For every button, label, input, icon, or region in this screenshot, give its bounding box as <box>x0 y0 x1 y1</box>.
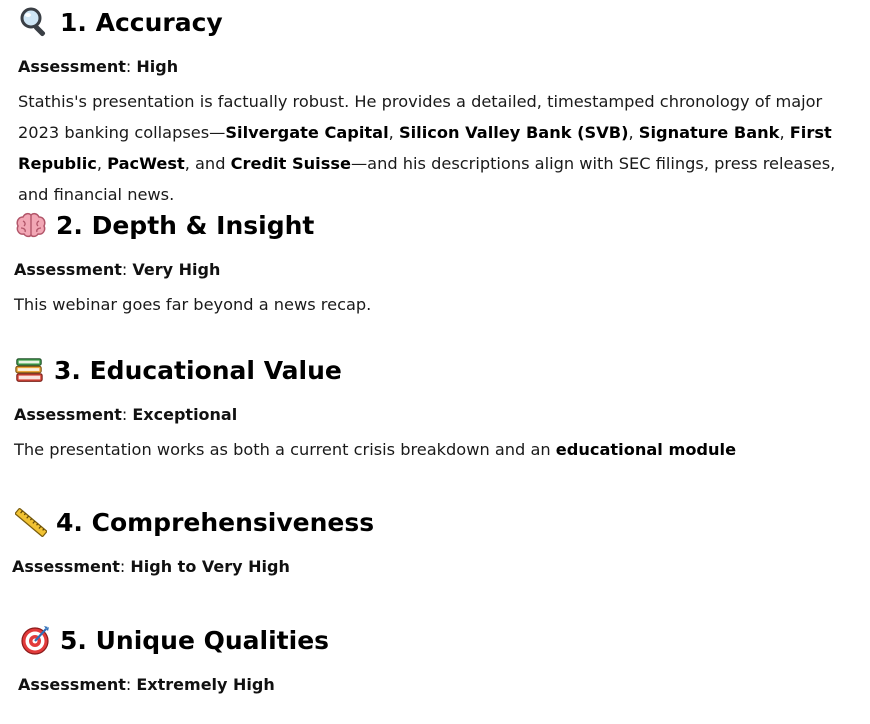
bank-name: Silicon Valley Bank (SVB) <box>398 123 629 142</box>
paragraph-text: , <box>388 123 399 142</box>
paragraph-text: The presentation works as both a current crisis breakdown and an <box>14 440 556 459</box>
section-paragraph <box>18 86 863 210</box>
bank-name: PacWest <box>107 154 185 173</box>
section-comprehensiveness <box>14 502 870 578</box>
assessment-line: Assessment: High <box>18 57 179 76</box>
assessment-line: Assessment: High to Very High <box>12 557 290 576</box>
assessment-line: Assessment: Exceptional <box>14 405 238 424</box>
section-heading <box>14 205 870 245</box>
paragraph-text: , and <box>184 154 231 173</box>
assessment-value: Very High <box>132 260 221 279</box>
section-title: 5. Unique Qualities <box>60 625 330 655</box>
section-paragraph <box>14 289 870 320</box>
paragraph-text: , <box>628 123 639 142</box>
section-heading <box>14 350 870 390</box>
assessment-line: Assessment: Extremely High <box>18 675 275 694</box>
ruler-icon <box>14 505 48 539</box>
section-title: 2. Depth & Insight <box>56 210 315 240</box>
assessment-label: Assessment <box>14 405 122 424</box>
assessment-line: Assessment: Very High <box>14 260 221 279</box>
assessment-value: Exceptional <box>132 405 238 424</box>
assessment-value: High <box>136 57 179 76</box>
section-depth-insight <box>14 205 870 320</box>
target-icon <box>18 623 52 657</box>
section-title: 1. Accuracy <box>60 7 223 37</box>
bank-name: Signature Bank <box>638 123 780 142</box>
emphasis-text: educational module <box>555 440 737 459</box>
section-unique-qualities <box>18 620 870 696</box>
paragraph-text: Stathis's presentation is factually robust. He provides a detailed, timestamped chronology of major 2023 banking collapses— <box>18 92 823 142</box>
assessment-label: Assessment <box>12 557 120 576</box>
section-heading <box>14 502 870 542</box>
section-educational-value <box>14 350 870 465</box>
books-icon <box>14 353 44 387</box>
paragraph-text: This webinar goes far beyond a news recap. <box>14 295 372 314</box>
paragraph-text: , <box>779 123 790 142</box>
section-accuracy <box>18 2 863 210</box>
assessment-label: Assessment <box>18 675 126 694</box>
brain-icon <box>14 208 48 242</box>
section-paragraph <box>14 434 870 465</box>
paragraph-text: —and his descriptions align with SEC filings, press releases, and financial news. <box>18 154 836 204</box>
magnifying-glass-icon <box>18 5 52 39</box>
assessment-value: Extremely High <box>136 675 275 694</box>
paragraph-text: , <box>96 154 108 173</box>
assessment-value: High to Very High <box>130 557 290 576</box>
bank-name: First Republic <box>18 123 832 173</box>
section-heading <box>18 2 863 42</box>
bank-name: Credit Suisse <box>230 154 351 173</box>
section-heading <box>18 620 870 660</box>
section-title: 3. Educational Value <box>54 355 342 385</box>
assessment-label: Assessment <box>14 260 122 279</box>
section-title: 4. Comprehensiveness <box>56 507 375 537</box>
assessment-label: Assessment <box>18 57 126 76</box>
bank-name: Silvergate Capital <box>225 123 389 142</box>
